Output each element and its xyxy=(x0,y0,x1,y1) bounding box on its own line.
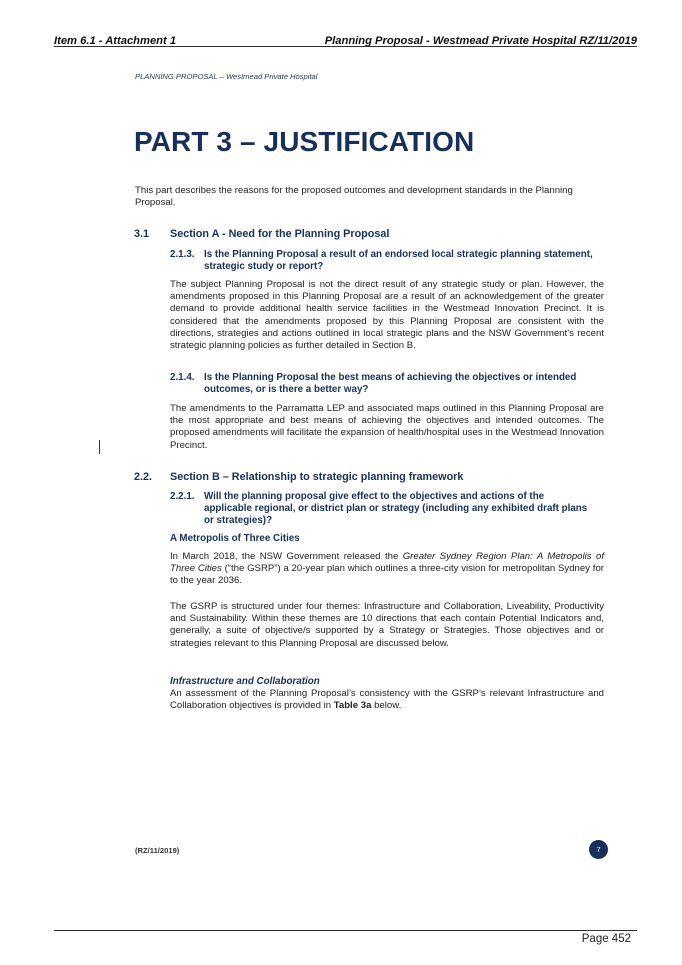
subheading-infrastructure: Infrastructure and Collaboration xyxy=(170,676,320,687)
section-a-heading xyxy=(134,228,389,240)
question-text: Is the Planning Proposal the best means of achieving the objectives or intended outcomes, or is there a better way? xyxy=(204,372,577,395)
section-a-title: Section A - Need for the Planning Proposal xyxy=(170,228,390,240)
running-head: PLANNING PROPOSAL – Westmead Private Hospital xyxy=(135,72,318,81)
section-b-title: Section B – Relationship to strategic planning framework xyxy=(170,471,464,483)
question-2-1-4 xyxy=(170,372,594,396)
section-a-number: 3.1 xyxy=(134,228,150,240)
question-2-2-1 xyxy=(170,491,594,527)
header-left: Item 6.1 - Attachment 1 xyxy=(54,35,177,47)
text-segment: (“the GSRP”) a 20-year plan which outlines a three-city vision for metropolitan Sydney for to the year 2036. xyxy=(170,563,604,587)
question-number: 2.2.1. xyxy=(170,491,195,502)
question-text: Is the Planning Proposal a result of an endorsed local strategic planning statement, strategic study or report? xyxy=(204,249,593,272)
page-title: PART 3 – JUSTIFICATION xyxy=(134,126,475,157)
question-number: 2.1.3. xyxy=(170,249,195,260)
section-b-number: 2.2. xyxy=(134,471,153,483)
paragraph-assessment xyxy=(170,688,604,712)
header-rule xyxy=(54,46,637,47)
answer-2-1-3: The subject Planning Proposal is not the direct result of any strategic study or plan. However, the amendments proposed in this Planning Proposal are a result of an acknowledgement of the greater demand to provide additional health service facilities in the Westmead Innovation Precinct. It is considered that the amendments proposed by this Planning Proposal are consistent with the directions, strategies and actions outlined in local strategic plans and the NSW Government’s recent strategic planning policies as further detailed in Section B. xyxy=(170,279,604,352)
page-header xyxy=(54,31,637,47)
text-segment: An assessment of the Planning Proposal’s consistency with the GSRP’s relevant Infrastructure and Collaboration objectives is provided in xyxy=(170,688,604,712)
intro-paragraph: This part describes the reasons for the proposed outcomes and development standards in the Planning Proposal. xyxy=(135,185,573,209)
table-reference: Table 3a xyxy=(333,700,372,712)
page-number-badge: 7 xyxy=(589,840,608,859)
question-text: Will the planning proposal give effect to the objectives and actions of the applicable regional, or district plan or strategy (including any exhibited draft plans or strategies)? xyxy=(204,491,588,526)
text-segment: below. xyxy=(371,700,402,712)
text-segment: In March 2018, the NSW Government released the xyxy=(170,551,403,562)
question-number: 2.1.4. xyxy=(170,372,195,383)
section-b-heading xyxy=(134,471,463,483)
header-right: Planning Proposal - Westmead Private Hospital RZ/11/2019 xyxy=(324,35,637,47)
paragraph-gsrp-release xyxy=(170,551,604,588)
revision-change-bar xyxy=(99,440,100,454)
subheading-metropolis: A Metropolis of Three Cities xyxy=(170,533,300,544)
question-2-1-3 xyxy=(170,249,594,273)
footer-rule xyxy=(54,930,637,931)
footer-reference-code: (RZ/11/2019) xyxy=(135,846,180,855)
paragraph-gsrp-structure: The GSRP is structured under four themes: Infrastructure and Collaboration, Liveability, Productivity and Sustainability. Within these themes are 10 directions that each contain Potential Indicators and, generally, a suite of objective/s supported by a Strategy or Strategies. Those objectives and or strategies relevant to this Planning Proposal are discussed below. xyxy=(170,601,604,649)
plan-title-italic: Greater Sydney Region Plan: A Metropolis of Three Cities xyxy=(170,551,604,575)
answer-2-1-4: The amendments to the Parramatta LEP and associated maps outlined in this Planning Proposal are the most appropriate and best means of achieving the objectives and intended outcomes. The proposed amendments will facilitate the expansion of health/hospital uses in the Westmead Innovation Precinct. xyxy=(170,403,604,451)
page-number: Page 452 xyxy=(581,933,631,945)
